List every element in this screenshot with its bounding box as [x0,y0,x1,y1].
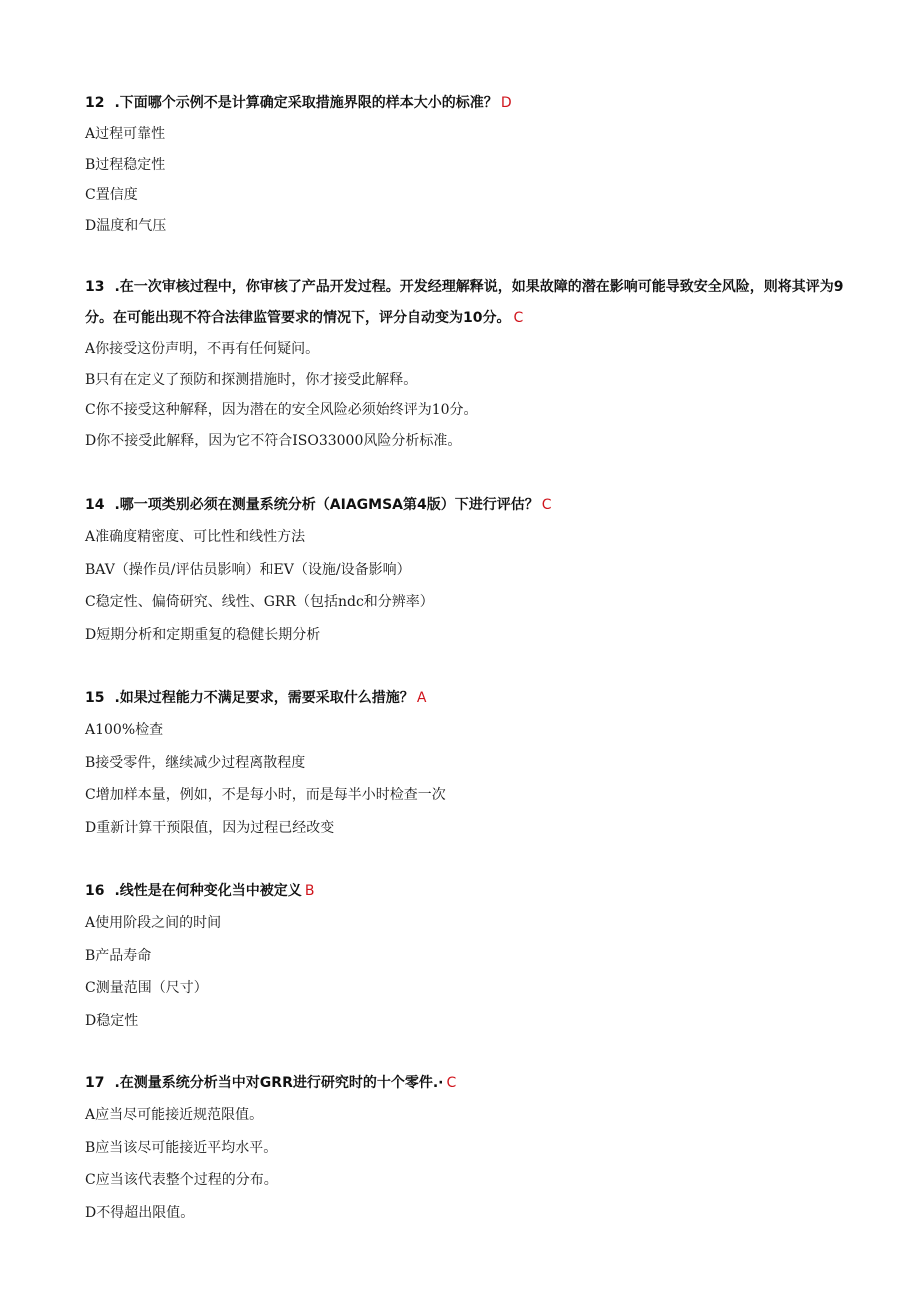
question-text: .如果过程能力不满足要求，需要采取什么措施？ [114,690,414,706]
option-b: B产品寿命 [85,947,152,964]
answer-key: A [416,690,427,706]
question-title [85,1068,845,1099]
option-a: A应当尽可能接近规范限值。 [85,1107,264,1123]
question-13 [85,272,845,456]
question-14 [85,490,845,651]
option-b: B接受零件，继续减少过程离散程度 [85,754,306,771]
answer-key: C [513,310,524,326]
question-text: .在测量系统分析当中对GRR进行研究时的十个零件.· [114,1075,444,1091]
option-c: C应当该代表整个过程的分布。 [85,1172,278,1188]
question-number: 14 [85,497,105,513]
option-a: A你接受这份声明，不再有任何疑问。 [85,341,320,357]
option-a: A准确度精密度、可比性和线性方法 [85,529,306,545]
answer-key: C [541,497,552,513]
option-b: B只有在定义了预防和探测措施时，你才接受此解释。 [85,371,418,388]
question-number: 17 [85,1075,105,1091]
option-d: D稳定性 [85,1012,139,1029]
option-list [85,714,845,844]
question-title [85,876,845,907]
option-a: A过程可靠性 [85,126,166,142]
option-d: D不得超出限值。 [85,1204,195,1221]
option-list [85,1099,845,1229]
question-title [85,683,845,714]
option-d: D重新计算干预限值，因为过程已经改变 [85,819,335,836]
question-number: 13 [85,279,105,295]
option-list [85,907,845,1037]
option-d: D短期分析和定期重复的稳健长期分析 [85,626,321,643]
question-number: 12 [85,95,105,111]
option-b: B过程稳定性 [85,156,166,173]
option-b: B应当该尽可能接近平均水平。 [85,1139,278,1156]
option-c: C增加样本量，例如，不是每小时，而是每半小时检查一次 [85,787,446,803]
question-text: .哪一项类别必须在测量系统分析（AIAGMSA第4版）下进行评估？ [114,497,539,513]
question-15 [85,683,845,844]
question-number: 15 [85,690,105,706]
option-d: D温度和气压 [85,217,167,234]
option-a: A100%检查 [85,722,164,738]
question-title [85,88,845,119]
question-17 [85,1068,845,1229]
question-title [85,490,845,521]
question-12 [85,88,845,241]
question-16 [85,876,845,1037]
answer-key: B [304,883,315,899]
option-list [85,334,845,456]
question-text: .线性是在何种变化当中被定义 [114,883,302,899]
option-list [85,521,845,651]
option-c: C置信度 [85,187,138,203]
option-list [85,119,845,241]
option-b: BAV（操作员/评估员影响）和EV（设施/设备影响） [85,561,411,578]
question-title [85,272,845,334]
option-c: C测量范围（尺寸） [85,980,208,996]
option-c: C稳定性、偏倚研究、线性、GRR（包括ndc和分辨率） [85,594,434,610]
option-d: D你不接受此解释，因为它不符合ISO33000风险分析标准。 [85,432,462,449]
answer-key: C [446,1075,457,1091]
option-c: C你不接受这种解释，因为潜在的安全风险必须始终评为10分。 [85,402,478,418]
option-a: A使用阶段之间的时间 [85,915,222,931]
question-text: .在一次审核过程中，你审核了产品开发过程。开发经理解释说，如果故障的潜在影响可能导致安全风险，则将其评为9分。在可能出现不符合法律监管要求的情况下，评分自动变为10分。 [85,279,844,326]
question-number: 16 [85,883,105,899]
question-text: .下面哪个示例不是计算确定采取措施界限的样本大小的标准？ [114,95,498,111]
answer-key: D [500,95,512,111]
